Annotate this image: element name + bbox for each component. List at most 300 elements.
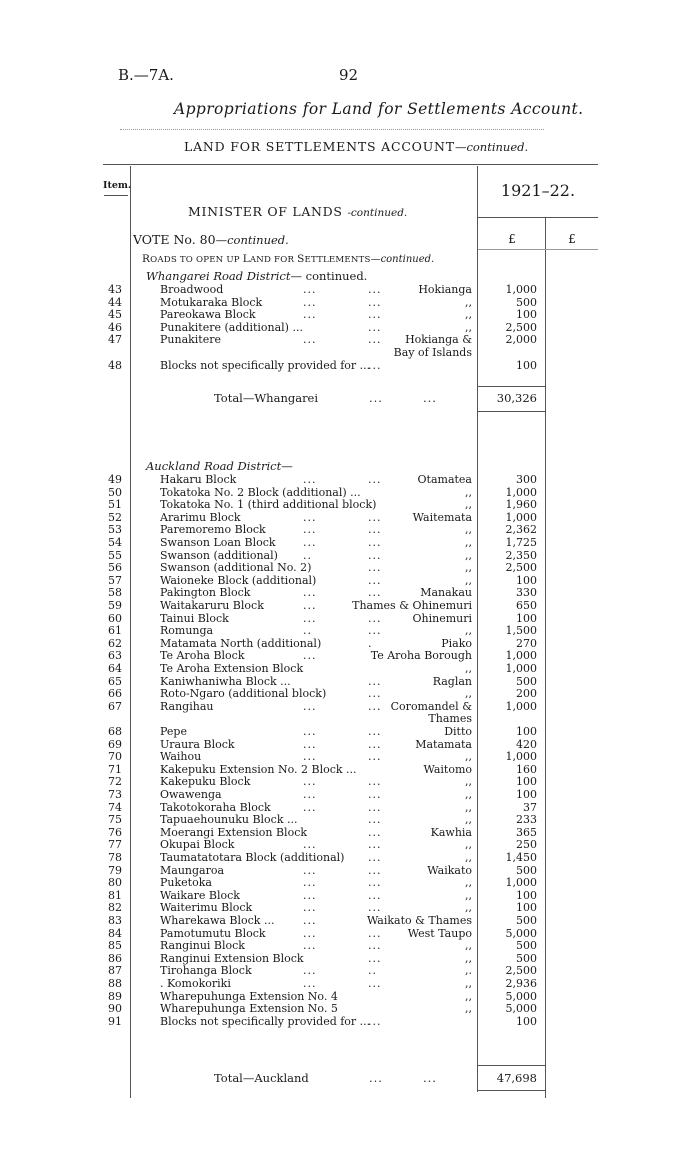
- leader-dots: ...: [303, 964, 317, 978]
- item-amount: 1,000: [505, 485, 537, 499]
- item-name: Maungaroa: [160, 863, 225, 877]
- table-row: [0, 939, 700, 952]
- item-amount: 2,350: [505, 548, 537, 562]
- item-name: Uraura Block: [160, 737, 235, 751]
- item-location: Bay of Islands: [393, 346, 472, 359]
- item-name: Te Aroha Block: [160, 649, 245, 663]
- item-number: 51: [108, 498, 122, 512]
- item-header-underline: [104, 195, 128, 196]
- item-amount: 500: [516, 951, 537, 965]
- item-number: 76: [108, 825, 122, 839]
- leader-dots: ...: [368, 876, 382, 890]
- item-location: ,,: [465, 813, 472, 827]
- item-location: Hokianga &: [405, 333, 472, 347]
- item-location: Waitomo: [423, 762, 472, 776]
- leader-dots: ...: [368, 926, 382, 940]
- leader-dots: ...: [368, 977, 382, 990]
- leader-dots: ...: [303, 473, 317, 486]
- item-amount: 5,000: [505, 1002, 537, 1016]
- leader-dots: ...: [368, 308, 382, 322]
- item-name: Waitakaruru Block: [160, 599, 264, 612]
- item-name: Puketoka: [160, 876, 212, 890]
- total-rule: [478, 411, 545, 412]
- leader-dots: ...: [368, 775, 382, 789]
- item-amount: 250: [516, 838, 537, 852]
- smallcap-letter: L: [242, 253, 250, 265]
- item-number: 45: [108, 308, 122, 322]
- leader-dots: ...: [303, 510, 317, 524]
- item-location: ,,: [465, 750, 472, 764]
- table-row: [0, 788, 700, 801]
- item-amount: 2,000: [505, 333, 537, 347]
- item-amount: 1,000: [505, 876, 537, 890]
- table-row: [0, 675, 700, 688]
- item-name: Romunga: [160, 624, 214, 638]
- item-location: Piako: [441, 636, 472, 650]
- total-label: Total—Whangarei: [214, 391, 319, 405]
- district-name: Whangarei Road District: [146, 269, 291, 283]
- item-number: 83: [108, 914, 122, 927]
- leader-dots: ...: [423, 1071, 437, 1085]
- leader-dots: ...: [368, 825, 382, 839]
- item-name: Te Aroha Extension Block: [160, 662, 304, 675]
- item-amount: 500: [516, 295, 537, 309]
- leader-dots: ...: [303, 308, 317, 322]
- item-amount: 1,000: [505, 510, 537, 524]
- table-row: [0, 333, 700, 346]
- district-continued: — continued.: [290, 269, 368, 283]
- table-row: [0, 586, 700, 599]
- currency-symbol: £: [508, 232, 516, 246]
- table-row: [0, 536, 700, 549]
- table-row: [0, 700, 700, 713]
- item-number: 66: [108, 687, 122, 701]
- item-number: 55: [108, 548, 122, 562]
- item-name: Waikare Block: [160, 888, 240, 902]
- item-location: Ditto: [444, 725, 472, 738]
- item-amount: 300: [516, 473, 537, 486]
- leader-dots: ...: [303, 523, 317, 537]
- item-name: Wharepuhunga Extension No. 4: [160, 989, 338, 1003]
- leader-dots: ...: [303, 977, 317, 990]
- item-name: Ranginui Extension Block: [160, 951, 304, 965]
- table-row: [0, 296, 700, 309]
- item-amount: 500: [516, 863, 537, 877]
- table-row: [0, 624, 700, 637]
- total-amount: 30,326: [496, 391, 537, 405]
- item-number: 79: [108, 863, 122, 877]
- table-row: [0, 1002, 700, 1015]
- item-amount: 1,000: [505, 283, 537, 296]
- item-name: Rangihau: [160, 699, 214, 713]
- item-name: Pamotumutu Block: [160, 926, 266, 940]
- table-row: [0, 1015, 700, 1028]
- leader-dots: ...: [303, 737, 317, 751]
- item-number: 62: [108, 636, 122, 650]
- table-row: [0, 826, 700, 839]
- item-name: Paremoremo Block: [160, 523, 266, 537]
- smallcap-letter: R: [142, 253, 151, 265]
- leader-dots: ...: [368, 888, 382, 902]
- item-number: 63: [108, 649, 122, 663]
- item-amount: 1,960: [505, 498, 537, 512]
- item-location: ,,: [465, 523, 472, 537]
- item-number: 49: [108, 473, 122, 486]
- section-heading: [142, 253, 434, 265]
- item-location: Kawhia: [430, 825, 472, 839]
- table-row: [0, 346, 700, 359]
- item-location: ,,: [465, 561, 472, 575]
- leader-dots: ...: [303, 536, 317, 549]
- item-amount: 100: [516, 358, 537, 372]
- leader-dots: ...: [303, 863, 317, 877]
- smallcap-text: OADS TO OPEN UP: [150, 255, 243, 265]
- table-row: [0, 914, 700, 927]
- item-name: . Komokoriki: [160, 977, 231, 990]
- item-column-header: Item.: [103, 180, 132, 191]
- leader-dots: ...: [369, 391, 383, 405]
- table-row: [0, 283, 700, 296]
- item-location: West Taupo: [407, 926, 472, 940]
- item-location: Waikato & Thames: [366, 914, 472, 927]
- item-location: ,,: [465, 876, 472, 890]
- total-amount: 47,698: [496, 1071, 537, 1085]
- item-number: 60: [108, 611, 122, 625]
- item-number: 47: [108, 333, 122, 347]
- table-row: [0, 952, 700, 965]
- item-number: 48: [108, 358, 122, 372]
- table-row: [0, 612, 700, 625]
- item-amount: 100: [516, 308, 537, 322]
- item-location: ,,: [465, 662, 472, 675]
- district-heading: [146, 269, 367, 283]
- item-amount: 330: [516, 586, 537, 600]
- leader-dots: ...: [303, 283, 317, 296]
- item-location: ,,: [465, 573, 472, 587]
- vote-number: VOTE No. 80: [133, 232, 216, 247]
- item-name: Kakepuku Extension No. 2 Block ...: [160, 762, 357, 776]
- total-rule: [478, 1065, 545, 1066]
- section-continued: —continued.: [370, 254, 435, 265]
- table-row: [0, 801, 700, 814]
- year-header-underline: [478, 217, 598, 218]
- item-amount: 100: [516, 573, 537, 587]
- item-amount: 5,000: [505, 989, 537, 1003]
- item-location: ,,: [465, 977, 472, 990]
- item-location: Thames: [428, 712, 472, 726]
- item-number: 46: [108, 320, 122, 334]
- currency-underline: [478, 249, 598, 250]
- item-amount: 500: [516, 914, 537, 927]
- item-name: Tokatoka No. 2 Block (additional) ...: [160, 485, 361, 499]
- leader-dots: ...: [368, 674, 382, 688]
- item-amount: 1,000: [505, 699, 537, 713]
- item-amount: 100: [516, 888, 537, 902]
- item-amount: 270: [516, 636, 537, 650]
- leader-dots: ...: [303, 586, 317, 600]
- leader-dots: ...: [303, 838, 317, 852]
- item-location: ,,: [465, 888, 472, 902]
- total-rule: [478, 386, 545, 387]
- table-row: [0, 775, 700, 788]
- item-location: Otamatea: [417, 473, 472, 486]
- table-row: [0, 851, 700, 864]
- item-name: Owawenga: [160, 788, 222, 801]
- item-location: ,,: [465, 989, 472, 1003]
- item-number: 80: [108, 876, 122, 890]
- item-name: Pepe: [160, 725, 187, 738]
- item-number: 44: [108, 295, 122, 309]
- leader-dots: ...: [368, 737, 382, 751]
- leader-dots: ...: [303, 914, 317, 927]
- item-number: 57: [108, 573, 122, 587]
- item-name: Swanson (additional): [160, 548, 278, 562]
- item-name: Punakitere: [160, 333, 222, 347]
- leader-dots: ...: [368, 573, 382, 587]
- page-title: Appropriations for Land for Settlements Account.: [174, 100, 584, 118]
- item-location: ,,: [465, 308, 472, 322]
- item-name: Taumatatotara Block (additional): [160, 851, 345, 864]
- item-name: Okupai Block: [160, 838, 235, 852]
- item-number: 91: [108, 1014, 122, 1028]
- leader-dots: ...: [303, 888, 317, 902]
- leader-dots: ...: [303, 800, 317, 814]
- table-row: [0, 750, 700, 763]
- leader-dots: ...: [368, 788, 382, 801]
- item-number: 88: [108, 977, 122, 990]
- leader-dots: ...: [303, 699, 317, 713]
- leader-dots: ...: [423, 391, 437, 405]
- page-subtitle: [184, 139, 528, 154]
- item-location: ,,: [465, 901, 472, 915]
- leader-dots: ...: [303, 876, 317, 890]
- item-location: Te Aroha Borough: [370, 649, 472, 663]
- leader-dots: ...: [368, 750, 382, 764]
- item-name: Waiterimu Block: [160, 901, 253, 915]
- table-row: [0, 738, 700, 751]
- item-name: Pakington Block: [160, 586, 251, 600]
- item-number: 50: [108, 485, 122, 499]
- item-name: Wharepuhunga Extension No. 5: [160, 1002, 338, 1016]
- item-location: ,,: [465, 1002, 472, 1016]
- item-amount: 365: [516, 825, 537, 839]
- leader-dots: ...: [368, 586, 382, 600]
- leader-dots: ...: [368, 951, 382, 965]
- item-location: ,,: [465, 548, 472, 562]
- item-name: Ararimu Block: [160, 510, 241, 524]
- item-number: 65: [108, 674, 122, 688]
- item-location: ,,: [465, 536, 472, 549]
- item-name: Waioneke Block (additional): [160, 573, 317, 587]
- table-row: [0, 927, 700, 940]
- item-name: Motukaraka Block: [160, 295, 263, 309]
- item-name: Takotokoraha Block: [160, 800, 271, 814]
- item-number: 86: [108, 951, 122, 965]
- item-amount: 2,500: [505, 561, 537, 575]
- item-amount: 1,000: [505, 649, 537, 663]
- leader-dots: ...: [303, 939, 317, 953]
- item-location: ,,: [465, 788, 472, 801]
- table-row: [0, 889, 700, 902]
- leader-dots: ...: [368, 536, 382, 549]
- smallcap-text: AND FOR: [249, 255, 298, 265]
- item-number: 82: [108, 901, 122, 915]
- leader-dots: ...: [303, 788, 317, 801]
- item-name: Matamata North (additional): [160, 636, 322, 650]
- item-amount: 500: [516, 674, 537, 688]
- table-row: [0, 964, 700, 977]
- item-number: 84: [108, 926, 122, 940]
- item-number: 75: [108, 813, 122, 827]
- item-amount: 1,725: [505, 536, 537, 549]
- item-name: Punakitere (additional) ...: [160, 320, 303, 334]
- item-name: Blocks not specifically provided for ...: [160, 1014, 371, 1028]
- total-label: Total—Auckland: [214, 1071, 309, 1085]
- item-location: ,,: [465, 295, 472, 309]
- table-row: [0, 813, 700, 826]
- table-row: [0, 308, 700, 321]
- item-number: 69: [108, 737, 122, 751]
- leader-dots: ...: [368, 295, 382, 309]
- document-reference: B.—7A.: [118, 66, 174, 84]
- item-number: 87: [108, 964, 122, 978]
- table-row: [0, 876, 700, 889]
- leader-dots: ...: [368, 851, 382, 864]
- leader-dots: ...: [303, 725, 317, 738]
- table-row: [0, 473, 700, 486]
- leader-dots: ...: [368, 838, 382, 852]
- leader-dots: ...: [303, 295, 317, 309]
- vote-continued: —continued.: [215, 233, 289, 247]
- leader-dots: .: [368, 636, 373, 650]
- table-row: [0, 574, 700, 587]
- leader-dots: ...: [368, 283, 382, 296]
- table-row: [0, 523, 700, 536]
- year-header: 1921–22.: [500, 181, 576, 200]
- leader-dots: ...: [368, 687, 382, 701]
- item-name: Waihou: [160, 750, 202, 764]
- item-amount: 100: [516, 725, 537, 738]
- item-name: Swanson (additional No. 2): [160, 561, 312, 575]
- dotted-rule: [120, 129, 544, 130]
- leader-dots: ...: [368, 1014, 382, 1028]
- leader-dots: ..: [368, 964, 377, 978]
- item-number: 81: [108, 888, 122, 902]
- table-row: [0, 498, 700, 511]
- table-row: [0, 725, 700, 738]
- leader-dots: ...: [303, 333, 317, 347]
- item-number: 77: [108, 838, 122, 852]
- item-amount: 1,000: [505, 662, 537, 675]
- item-number: 73: [108, 788, 122, 801]
- leader-dots: ..: [303, 548, 312, 562]
- item-amount: 160: [516, 762, 537, 776]
- item-location: ,,: [465, 951, 472, 965]
- item-number: 90: [108, 1002, 122, 1016]
- leader-dots: ...: [303, 901, 317, 915]
- leader-dots: ...: [303, 926, 317, 940]
- item-name: Hakaru Block: [160, 473, 237, 486]
- table-row: [0, 977, 700, 990]
- district-continued: —: [281, 459, 293, 473]
- item-location: Waikato: [427, 863, 472, 877]
- leader-dots: ...: [369, 1071, 383, 1085]
- item-location: ,,: [465, 624, 472, 638]
- table-row: [0, 712, 700, 725]
- item-amount: 233: [516, 813, 537, 827]
- department-continued: -continued.: [347, 207, 408, 219]
- item-location: Raglan: [432, 674, 472, 688]
- table-row: [0, 599, 700, 612]
- leader-dots: ...: [368, 358, 382, 372]
- item-number: 56: [108, 561, 122, 575]
- item-location: ,,: [465, 838, 472, 852]
- item-number: 72: [108, 775, 122, 789]
- vote-heading: [133, 232, 289, 247]
- table-row: [0, 901, 700, 914]
- item-amount: 2,500: [505, 320, 537, 334]
- item-number: 68: [108, 725, 122, 738]
- item-number: 89: [108, 989, 122, 1003]
- item-number: 53: [108, 523, 122, 537]
- item-number: 67: [108, 699, 122, 713]
- table-row: [0, 649, 700, 662]
- item-location: ,,: [465, 939, 472, 953]
- item-amount: 2,936: [505, 977, 537, 990]
- item-amount: 1,000: [505, 750, 537, 764]
- table-row: [0, 359, 700, 372]
- item-name: Blocks not specifically provided for ...: [160, 358, 371, 372]
- item-number: 71: [108, 762, 122, 776]
- leader-dots: ...: [303, 599, 317, 612]
- item-name: Roto-Ngaro (additional block): [160, 687, 327, 701]
- item-location: ,,: [465, 851, 472, 864]
- item-amount: 2,500: [505, 964, 537, 978]
- item-amount: 100: [516, 788, 537, 801]
- item-location: Manakau: [420, 586, 472, 600]
- item-name: Swanson Loan Block: [160, 536, 276, 549]
- item-location: ,,: [465, 485, 472, 499]
- item-name: Wharekawa Block ...: [160, 914, 275, 927]
- item-name: Tainui Block: [160, 611, 229, 625]
- leader-dots: ...: [368, 611, 382, 625]
- leader-dots: ...: [368, 333, 382, 347]
- item-amount: 100: [516, 775, 537, 789]
- item-location: ,,: [465, 800, 472, 814]
- table-top-rule: [103, 164, 598, 165]
- item-name: Tokatoka No. 1 (third additional block): [160, 498, 377, 512]
- leader-dots: ...: [368, 863, 382, 877]
- item-amount: 100: [516, 901, 537, 915]
- item-name: Kakepuku Block: [160, 775, 251, 789]
- subtitle-continued: —continued.: [454, 140, 529, 154]
- item-number: 85: [108, 939, 122, 953]
- leader-dots: ...: [368, 800, 382, 814]
- leader-dots: ...: [368, 624, 382, 638]
- leader-dots: ...: [368, 725, 382, 738]
- item-number: 54: [108, 536, 122, 549]
- currency-symbol: £: [568, 232, 576, 246]
- item-number: 61: [108, 624, 122, 638]
- district-heading: [146, 459, 293, 473]
- item-name: Pareokawa Block: [160, 308, 256, 322]
- leader-dots: ...: [368, 473, 382, 486]
- item-amount: 1,450: [505, 851, 537, 864]
- item-amount: 1,500: [505, 624, 537, 638]
- subtitle-main: LAND FOR SETTLEMENTS ACCOUNT: [184, 139, 455, 154]
- item-number: 58: [108, 586, 122, 600]
- item-amount: 5,000: [505, 926, 537, 940]
